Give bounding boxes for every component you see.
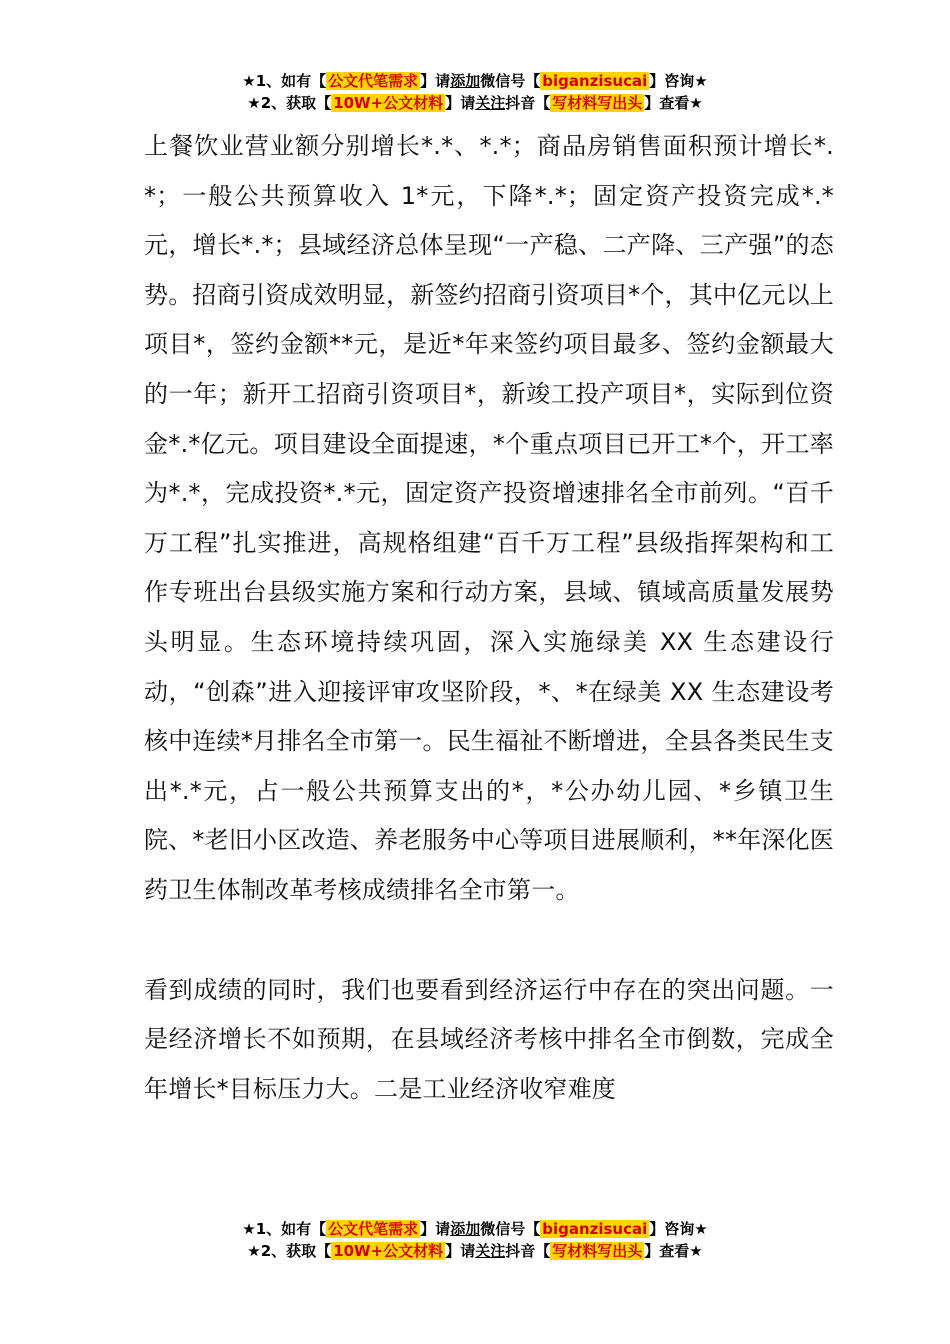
document-body xyxy=(144,122,834,1114)
paragraph-problems: 看到成绩的同时，我们也要看到经济运行中存在的突出问题。一是经济增长不如预期，在县域经济考核中排名全市倒数，完成全年增长*目标压力大。二是工业经济收窄难度 xyxy=(144,975,834,1103)
highlight-douyin-account: 写材料写出头 xyxy=(552,1242,643,1260)
highlight-service: 公文代笔需求 xyxy=(328,1220,419,1238)
banner-line-2: ★2、获取【 10W+公文材料 】请关注抖音【 写材料写出头 】查看★ xyxy=(247,1242,703,1260)
highlight-wechat-id: biganzisucai xyxy=(542,72,648,90)
header-banner xyxy=(0,70,950,114)
highlight-douyin-account: 写材料写出头 xyxy=(552,94,643,112)
paragraph-achievements: 上餐饮业营业额分别增长*.*、*.*；商品房销售面积预计增长*.*；一般公共预算收入 1*元，下降*.*；固定资产投资完成*.*元，增长*.*；县域经济总体呈现“一产稳、二产降、三产强”的态势。招商引资成效明显，新签约招商引资项目*个，其中亿元以上项目*，签约金额**元，是近*年来签约项目最多、签约金额最大的一年；新开工招商引资项目*，新竣工投产项目*，实际到位资金*.*亿元。项目建设全面提速，*个重点项目已开工*个，开工率为*.*，完成投资*.*元，固定资产投资增速排名全市前列。“百千万工程”扎实推进，高规格组建“百千万工程”县级指挥架构和工作专班出台县级实施方案和行动方案，县域、镇域高质量发展势头明显。生态环境持续巩固，深入实施绿美 XX 生态建设行动，“创森”进入迎接评审攻坚阶段，*、*在绿美 XX 生态建设考核中连续*月排名全市第一。民生福祉不断增进，全县各类民生支出*.*元，占一般公共预算支出的*，*公办幼儿园、*乡镇卫生院、*老旧小区改造、养老服务中心等项目进展顺利，**年深化医药卫生体制改革考核成绩排名全市第一。 xyxy=(144,132,834,904)
footer-banner xyxy=(0,1218,950,1262)
highlight-materials: 10W+公文材料 xyxy=(333,94,444,112)
highlight-materials: 10W+公文材料 xyxy=(333,1242,444,1260)
banner-line-1: ★1、如有【 公文代笔需求 】请添加微信号【 biganzisucai 】咨询★ xyxy=(242,72,708,90)
banner-line-1: ★1、如有【 公文代笔需求 】请添加微信号【 biganzisucai 】咨询★ xyxy=(242,1220,708,1238)
highlight-wechat-id: biganzisucai xyxy=(542,1220,648,1238)
highlight-service: 公文代笔需求 xyxy=(328,72,419,90)
banner-line-2: ★2、获取【 10W+公文材料 】请关注抖音【 写材料写出头 】查看★ xyxy=(247,94,703,112)
